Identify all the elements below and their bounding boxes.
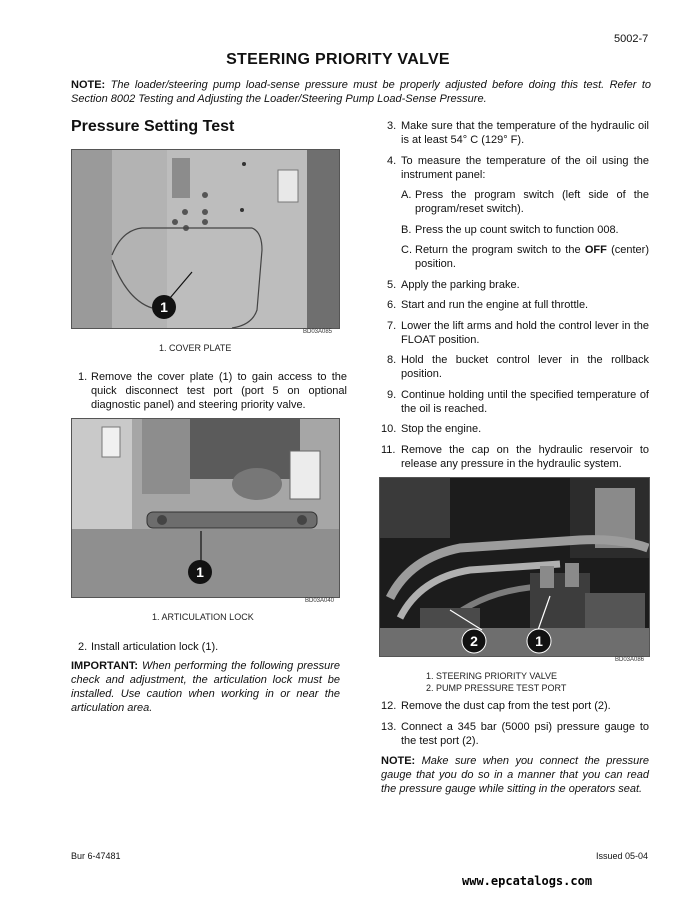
note-label: NOTE: <box>71 79 106 91</box>
footer-document-number: Bur 6-47481 <box>71 851 121 861</box>
step-text-bold: OFF <box>584 244 607 256</box>
step-2 <box>78 640 342 656</box>
callout-2: 2 <box>470 633 478 649</box>
step-text: Press the up count switch to function 008. <box>415 224 619 236</box>
step-number: 8. <box>387 354 397 366</box>
articulation-lock-photo <box>71 418 340 598</box>
step-text: To measure the temperature of the oil using the instrument panel: <box>401 155 649 181</box>
step-number: 7. <box>387 320 397 332</box>
step-text: Apply the parking brake. <box>401 279 520 291</box>
callout-1: 1 <box>535 633 543 649</box>
page-number: 5002-7 <box>614 33 649 45</box>
step-text: Remove the dust cap from the test port (2). <box>401 700 611 712</box>
figure-code: BD03A085 <box>303 329 333 335</box>
step-number: 12. <box>381 700 397 712</box>
step-letter: B. <box>401 224 412 236</box>
step-text: Remove the cap on the hydraulic reservoir to release any pressure in the hydraulic system. <box>401 444 649 470</box>
step-number: 1. <box>78 371 88 383</box>
step-number: 6. <box>387 299 397 311</box>
step-number: 9. <box>387 389 397 401</box>
top-note <box>71 78 651 106</box>
step-number: 13. <box>381 721 397 733</box>
steering-valve-illustration <box>380 478 649 656</box>
important-label: IMPORTANT: <box>71 660 139 672</box>
step-text: Remove the cover plate (1) to gain access to the quick disconnect test port (port 5 on optional diagnostic panel) and steering priority valve. <box>91 371 347 411</box>
step-text: Hold the bucket control lever in the rollback position. <box>401 354 649 380</box>
step-number: 11. <box>381 444 396 456</box>
step-letter: C. <box>401 244 412 256</box>
callout-1: 1 <box>196 564 204 580</box>
articulation-lock-illustration <box>72 419 339 597</box>
gauge-note <box>381 754 649 796</box>
page-title: STEERING PRIORITY VALVE <box>226 51 450 68</box>
step-text: Continue holding until the specified temperature of the oil is reached. <box>401 389 649 415</box>
figure-caption: 2. PUMP PRESSURE TEST PORT <box>426 683 567 693</box>
note-text: Make sure when you connect the pressure gauge that you do so in a manner that you can read the pressure gauge while sitting in the operators seat. <box>381 755 649 795</box>
step-text: Make sure that the temperature of the hydraulic oil is at least 54° C (129° F). <box>401 120 649 146</box>
step-number: 10. <box>381 423 397 435</box>
step-text: Press the program switch (left side of the program/reset switch). <box>415 189 649 215</box>
step-number: 4. <box>387 155 397 167</box>
figure-code: BD03A086 <box>615 657 645 663</box>
step-text: Install articulation lock (1). <box>91 641 219 653</box>
figure-code: BD03A040 <box>305 598 335 604</box>
figure-caption: 1. ARTICULATION LOCK <box>152 612 254 622</box>
step-letter: A. <box>401 189 412 201</box>
steering-valve-photo <box>379 477 650 657</box>
section-heading: Pressure Setting Test <box>71 118 235 135</box>
note-text: The loader/steering pump load-sense pressure must be properly adjusted before doing this test. Refer to Section 8002 Testing and Adjusting the Loader/Steering Pump Load-Sense Pressure. <box>71 79 651 105</box>
footer-issue-date: Issued 05-04 <box>596 851 649 861</box>
step-number: 2. <box>78 641 88 653</box>
step-text-part: (center) position. <box>415 244 649 270</box>
step-text: Stop the engine. <box>401 423 482 435</box>
step-number: 5. <box>387 279 397 291</box>
step-text-part: Return the program switch to the <box>415 244 585 256</box>
callout-1: 1 <box>160 299 168 315</box>
step-text: Lower the lift arms and hold the control lever in the FLOAT position. <box>401 320 649 346</box>
cover-plate-illustration <box>72 150 339 328</box>
figure-caption: 1. COVER PLATE <box>159 343 232 353</box>
important-note <box>71 659 340 715</box>
step-number: 3. <box>387 120 397 132</box>
cover-plate-photo <box>71 149 340 329</box>
note-label: NOTE: <box>381 755 416 767</box>
step-text: Connect a 345 bar (5000 psi) pressure gauge to the test port (2). <box>401 721 649 747</box>
step-text: Start and run the engine at full throttle. <box>401 299 589 311</box>
step-text <box>415 243 649 271</box>
figure-caption: 1. STEERING PRIORITY VALVE <box>426 671 558 681</box>
watermark: www.epcatalogs.com <box>462 874 593 888</box>
step-1 <box>78 370 347 412</box>
important-text: When performing the following pressure check and adjustment, the articulation lock must be installed. Use caution when working in or near the articulation area. <box>71 660 340 714</box>
